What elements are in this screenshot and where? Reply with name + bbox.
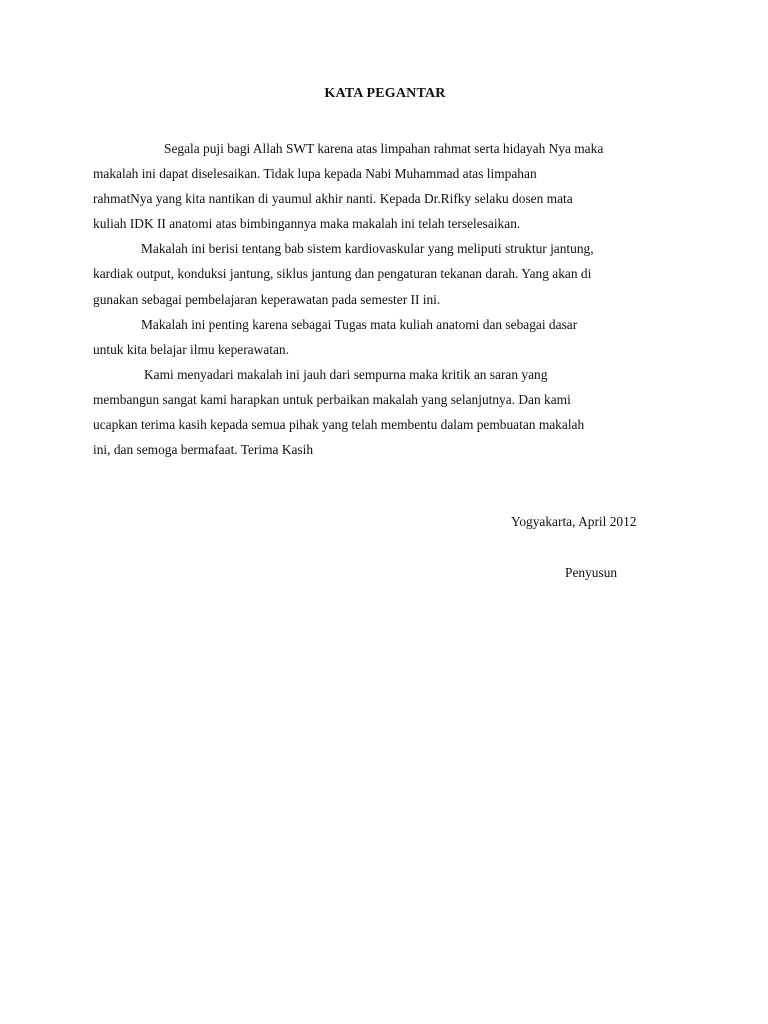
text-line: makalah ini dapat diselesaikan. Tidak lupa kepada Nabi Muhammad atas limpahan	[93, 166, 537, 182]
text-line: kardiak output, konduksi jantung, siklus jantung dan pengaturan tekanan darah. Yang akan di	[93, 266, 592, 282]
paragraph-3	[93, 312, 683, 337]
paragraph-2-continued	[93, 261, 683, 311]
text-line: ucapkan terima kasih kepada semua pihak yang telah membentu dalam pembuatan makalah	[93, 417, 585, 433]
author-signature: Penyusun	[565, 565, 618, 580]
text-line: gunakan sebagai pembelajaran keperawatan pada semester II ini.	[93, 291, 441, 307]
text-line: Makalah ini berisi tentang bab sistem kardiovaskular yang meliputi struktur jantung,	[141, 241, 594, 257]
paragraph-1-continued	[93, 161, 683, 236]
body-text	[93, 136, 683, 462]
text-line: kuliah IDK II anatomi atas bimbingannya maka makalah ini telah terselesaikan.	[93, 216, 521, 232]
text-line: membangun sangat kami harapkan untuk perbaikan makalah yang selanjutnya. Dan kami	[93, 391, 571, 407]
text-line: untuk kita belajar ilmu keperawatan.	[93, 341, 289, 357]
paragraph-1	[93, 136, 683, 161]
text-line: ini, dan semoga bermafaat. Terima Kasih	[93, 442, 314, 458]
text-line: Segala puji bagi Allah SWT karena atas limpahan rahmat serta hidayah Nya maka	[164, 141, 604, 156]
place-date: Yogyakarta, April 2012	[511, 514, 637, 529]
paragraph-2	[93, 236, 683, 261]
text-line: Kami menyadari makalah ini jauh dari sempurna maka kritik an saran yang	[144, 366, 548, 382]
paragraph-3-continued	[93, 337, 683, 362]
page-title: KATA PEGANTAR	[324, 86, 446, 101]
text-line: Makalah ini penting karena sebagai Tugas mata kuliah anatomi dan sebagai dasar	[141, 316, 578, 332]
paragraph-4-continued	[93, 387, 683, 462]
text-line: rahmatNya yang kita nantikan di yaumul akhir nanti. Kepada Dr.Rifky selaku dosen mata	[93, 191, 573, 207]
paragraph-4	[93, 362, 683, 387]
